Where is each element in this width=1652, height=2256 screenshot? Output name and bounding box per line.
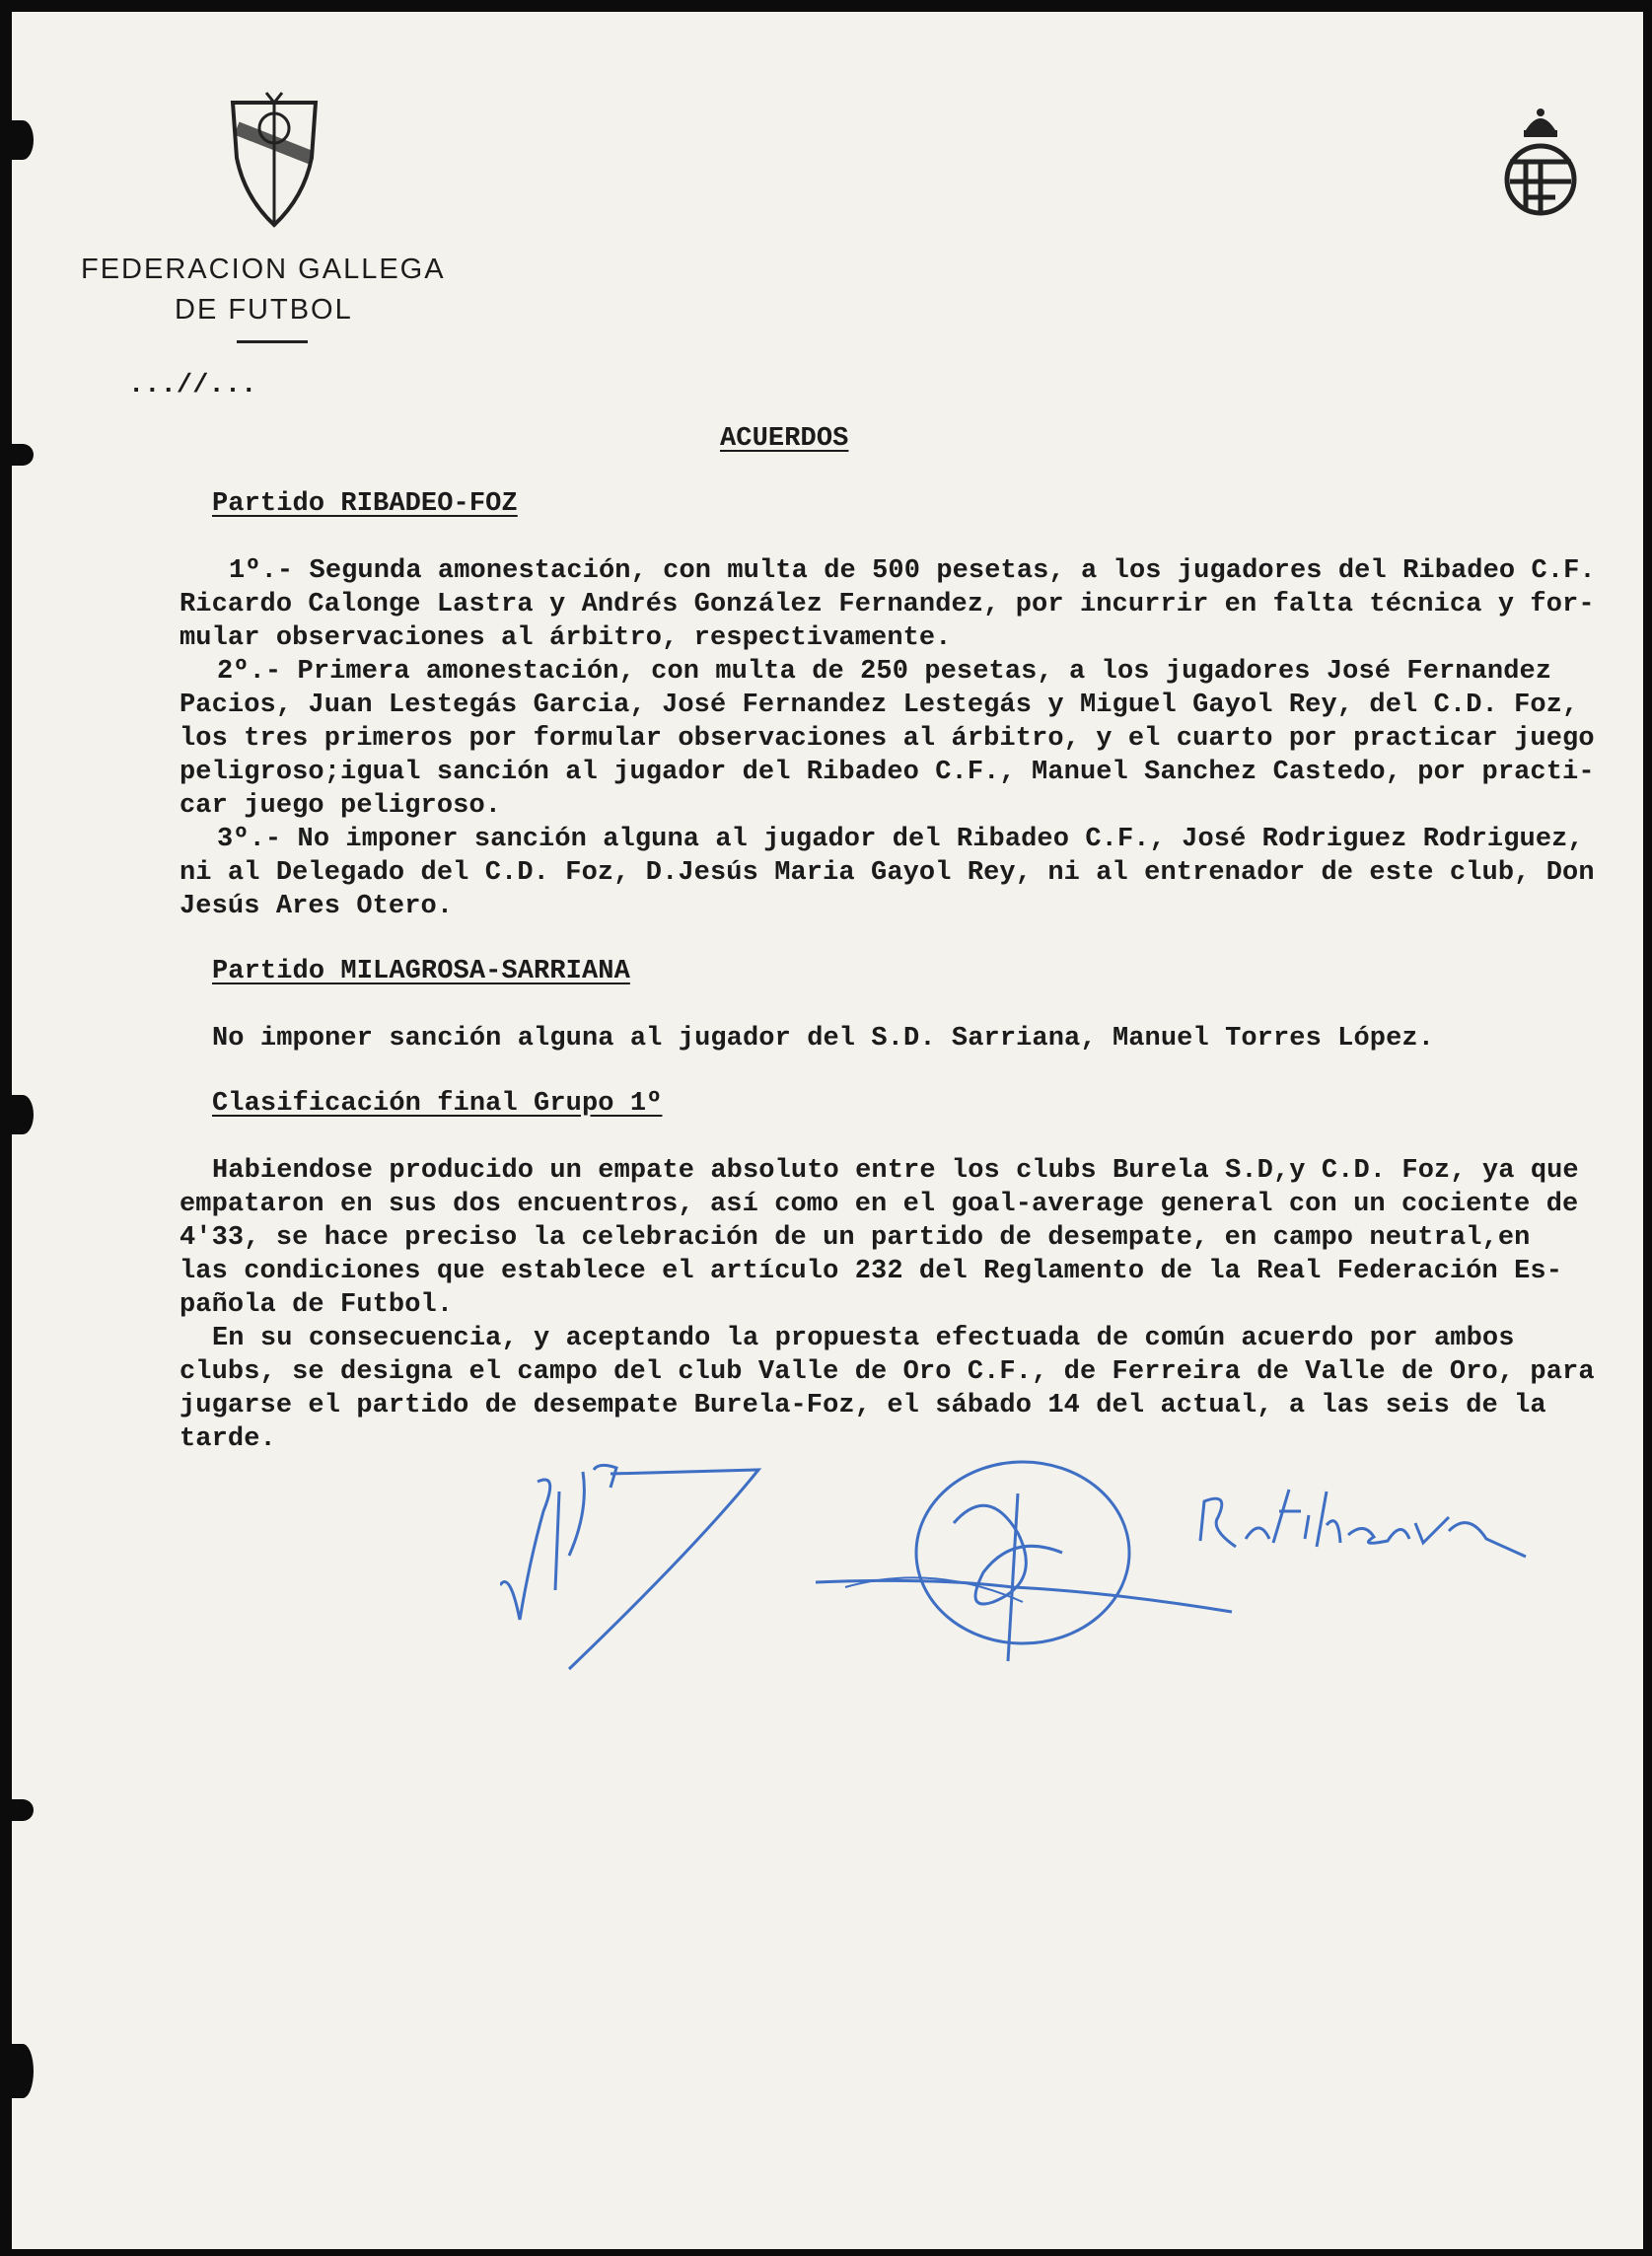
paragraph-line: Jesús Ares Otero.	[180, 892, 454, 921]
paragraph-line: 4'33, se hace preciso la celebración de un partido de desempate, en campo neutral,en	[180, 1223, 1531, 1253]
paragraph-line: No imponer sanción alguna al jugador del S.D. Sarriana, Manuel Torres López.	[212, 1024, 1434, 1054]
header-divider	[237, 340, 308, 343]
binding-hole	[12, 2044, 34, 2098]
document-title: ACUERDOS	[720, 424, 849, 454]
paragraph-line: En su consecuencia, y aceptando la propuesta efectuada de común acuerdo por ambos	[212, 1324, 1515, 1353]
section-heading-milagrosa-sarriana: Partido MILAGROSA-SARRIANA	[212, 957, 630, 986]
paragraph-line: ni al Delegado del C.D. Foz, D.Jesús Maria Gayol Rey, ni al entrenador de este club, Don	[180, 858, 1595, 888]
federation-name-line1: FEDERACION GALLEGA	[81, 254, 446, 285]
paragraph-line: tarde.	[180, 1424, 276, 1454]
paragraph-line: mular observaciones al árbitro, respectivamente.	[180, 623, 952, 653]
signature-2	[816, 1454, 1240, 1671]
section-heading-ribadeo-foz: Partido RIBADEO-FOZ	[212, 489, 518, 519]
paragraph-line: peligroso;igual sanción al jugador del Ribadeo C.F., Manuel Sanchez Castedo, por practi-	[180, 758, 1595, 787]
paragraph-line: Pacios, Juan Lestegás Garcia, José Fernandez Lestegás y Miguel Gayol Rey, del C.D. Foz,	[180, 691, 1579, 720]
continuation-mark: ...//...	[128, 371, 257, 400]
paragraph-line: clubs, se designa el campo del club Valle de Oro C.F., de Ferreira de Valle de Oro, para	[180, 1357, 1595, 1387]
paragraph-line: pañola de Futbol.	[180, 1290, 454, 1320]
paragraph-line: 1º.- Segunda amonestación, con multa de 500 pesetas, a los jugadores del Ribadeo C.F.	[229, 556, 1596, 586]
signature-1	[500, 1452, 776, 1679]
paragraph-line: 2º.- Primera amonestación, con multa de 250 pesetas, a los jugadores José Fernandez	[217, 657, 1552, 687]
document-page	[12, 12, 1643, 2249]
paragraph-line: los tres primeros por formular observaciones al árbitro, y el cuarto por practicar juego	[180, 724, 1595, 754]
paragraph-line: jugarse el partido de desempate Burela-Foz, el sábado 14 del actual, a las seis de la	[180, 1391, 1546, 1420]
binding-hole	[12, 1799, 34, 1821]
binding-hole	[12, 120, 34, 160]
paragraph-line: 3º.- No imponer sanción alguna al jugador del Ribadeo C.F., José Rodriguez Rodriguez,	[217, 825, 1584, 854]
paragraph-line: car juego peligroso.	[180, 791, 502, 821]
rfef-crest-icon	[1496, 101, 1585, 229]
paragraph-line: las condiciones que establece el artículo 232 del Reglamento de la Real Federación Es-	[180, 1257, 1563, 1286]
paragraph-line: Ricardo Calonge Lastra y Andrés González Fernandez, por incurrir en falta técnica y for-	[180, 590, 1595, 619]
signature-3	[1190, 1482, 1545, 1580]
paragraph-line: Habiendose producido un empate absoluto entre los clubs Burela S.D,y C.D. Foz, ya que	[212, 1156, 1579, 1186]
section-heading-clasificacion: Clasificación final Grupo 1º	[212, 1089, 663, 1119]
paragraph-line: empataron en sus dos encuentros, así como en el goal-average general con un cociente de	[180, 1190, 1579, 1219]
federation-name-line2: DE FUTBOL	[175, 294, 353, 326]
binding-hole	[12, 1095, 34, 1134]
binding-hole	[12, 444, 34, 466]
federation-crest-icon	[227, 89, 322, 237]
